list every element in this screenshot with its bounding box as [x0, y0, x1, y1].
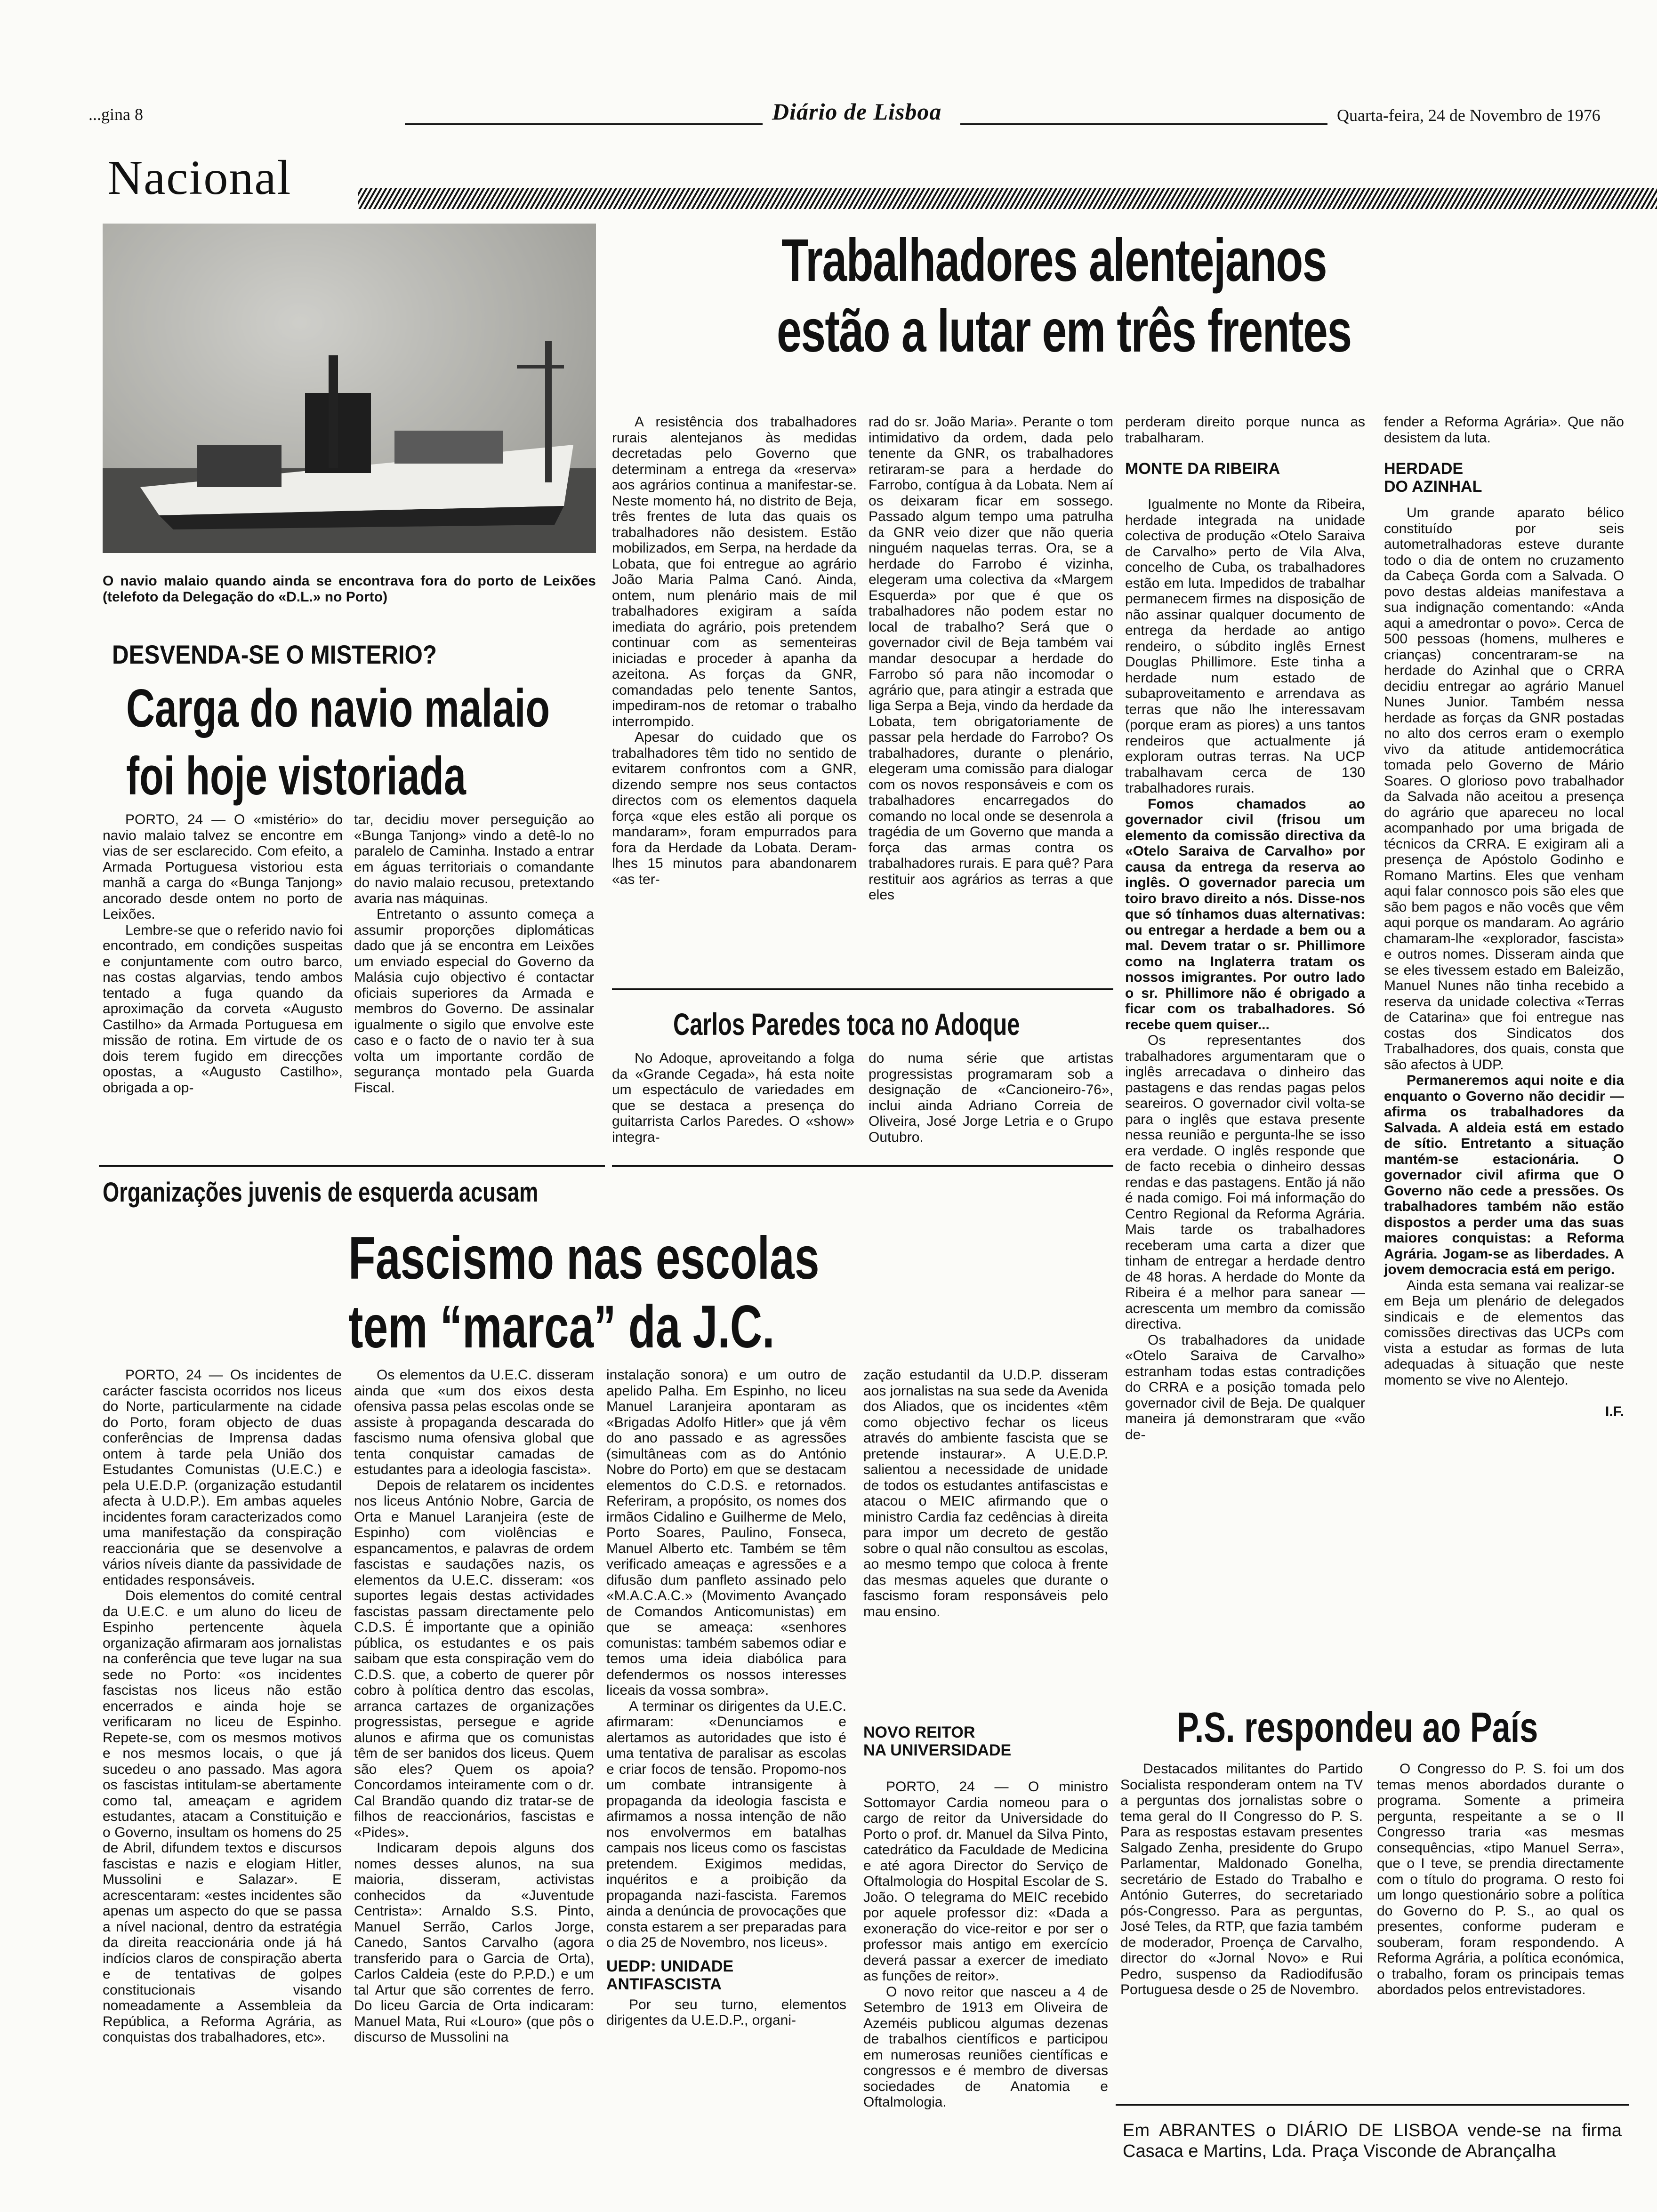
fascismo-kicker: Organizações juvenis de esquerda acusam	[103, 1177, 539, 1208]
headline-ps: P.S. respondeu ao País	[1177, 1704, 1538, 1751]
paragraph: zação estudantil da U.D.P. disseram aos jornalistas na sua sede da Avenida dos Aliados, que os incidentes «têm como objectivo fechar os liceus através do ambiente fascista que se pretende instaurar». A U.E.D.P. salientou a necessidade de unidade de todos os estudantes antifascistas e atacou o MEIC afirmando que o ministro Cardia faz cedências à direita para impor um decreto de gestão sobre o qual não consultou as escolas, ao mesmo tempo que coloca à frente das mesmas aqueles que durante o fascismo foram responsáveis pelo mau ensino.	[863, 1367, 1108, 1619]
page-number: ...gina 8	[88, 105, 143, 124]
paragraph: PORTO, 24 — O ministro Sottomayor Cardia nomeou para o cargo de reitor da Universidade do Porto o prof. dr. Manuel da Silva Pinto, catedrático da Faculdade de Medicina e até agora Director do Serviço de Oftalmologia do Hospital Escolar de S. João. O telegrama do MEIC recebido por aquele professor diz: «Dada a exoneração do vice-reitor e por ser o professor mais antigo em exercício deverá passar a exercer de imediato as funções de reitor».	[863, 1779, 1108, 1984]
subhead-monte-da-ribeira: MONTE DA RIBEIRA	[1125, 460, 1280, 478]
navio-kicker: DESVENDA-SE O MISTERIO?	[112, 640, 437, 669]
headline-alentejo-line1: Trabalhadores alentejanos	[781, 227, 1327, 294]
headline-alentejo-line2: estão a lutar em três frentes	[777, 297, 1351, 365]
subhead-do-azinhal: DO AZINHAL	[1384, 478, 1482, 496]
fascismo-col2	[354, 1367, 594, 2045]
paragraph: Os trabalhadores da unidade «Otelo Saraiva de Carvalho» estranham todas estas contradições do CRRA e a posição tomada pelo governador civil de Beja. De qualquer maneira já demonstraram que «vão de-	[1125, 1332, 1365, 1443]
alentejo-col3	[1125, 414, 1365, 1443]
headline-fascismo-line1: Fascismo nas escolas	[348, 1225, 820, 1292]
paragraph: Os representantes dos trabalhadores argumentaram que o inglês arrecadava o dinheiro das pastagens e das rendas pagas pelos seareiros. O governador civil volta-se para o inglês que estava presente nessa reunião e pergunta-lhe se isso era verdade. O inglês responde que de facto recebia o dinheiro dessas rendas e das pastagens. Então já não é nada comigo. Foi má informação do Centro Regional da Reforma Agrária. Mais tarde os trabalhadores receberam uma carta a dizer que tinham de entregar a herdade dentro de 48 horas. A herdade do Monte da Ribeira é a melhor para sanear — acrescenta um membro da comissão directiva.	[1125, 1033, 1365, 1332]
paragraph: Dois elementos do comité central da U.E.C. e um aluno do liceu de Espinho pertencente àquela organização afirmaram aos jornalistas na conferência que teve lugar na sua sede no Porto: «os incidentes fascistas nos liceus não estão encerrados e ainda hoje se verificaram no liceu de Espinho. Repete-se, com os mesmos motivos e nos mesmos locais, o que já sucedeu o ano passado. Mas agora os fascistas intitulam-se abertamente como tal, ameaçam e agridem estudantes, atacam a Constituição e o Governo, insultam os homens do 25 de Abril, difundem textos e discursos fascistas e nazis e elogiam Hitler, Mussolini e Salazar». E acrescentaram: «estes incidentes são apenas um aspecto do que se passa a nível nacional, dentro da estratégia da direita reaccionária onde já há indícios claros de conspiração aberta e de tentativas de golpes constitucionais visando nomeadamente a Assembleia da República, a Reforma Agrária, as conquistas dos trabalhadores, etc».	[103, 1588, 342, 2045]
photo-caption: O navio malaio quando ainda se encontrava fora do porto de Leixões (telefoto da Delegação do «D.L.» no Porto)	[103, 573, 596, 605]
headline-navio-line1: Carga do navio malaio	[126, 679, 550, 738]
abrantes-top-rule	[1116, 2104, 1629, 2106]
paredes-bottom-rule	[612, 1165, 1113, 1167]
paragraph: Igualmente no Monte da Ribeira, herdade integrada na unidade colectiva de produção «Otelo Saraiva de Carvalho» perto de Vila Alva, concelho de Cuba, os trabalhadores estão em luta. Impedidos de trabalhar permanecem firmes na disposição de não assinar qualquer documento de entrega da herdade ao antigo rendeiro, o súbdito inglês Ernest Douglas Phillimore. Este tinha a herdade num estado de subaproveitamento e arrendava as terras que não lhe interessavam (porque eram as piores) a uns tantos rendeiros que actualmente já exploram outras terras. Na UCP trabalhavam cerca de 130 trabalhadores rurais.	[1125, 497, 1365, 796]
subhead-herdade: HERDADE	[1384, 460, 1464, 478]
masthead-rule-left	[405, 123, 763, 125]
left-block-rule	[99, 1165, 605, 1167]
paredes-top-rule	[612, 988, 1113, 990]
paragraph: Depois de relatarem os incidentes nos liceus António Nobre, Garcia de Orta e Manuel Laranjeira (este de Espinho) com violências e espancamentos, e palavras de ordem fascistas e saudações nazis, os elementos da U.E.C. disseram: «os suportes legais destas actividades fascistas passam directamente pelo C.D.S. É importante que a opinião pública, os estudantes e os pais saibam que esta conspiração vem do C.D.S. que, a coberto de querer pôr cobro à política dentro das escolas, arranca cartazes de organizações progressistas, persegue e agride alunos e afirma que os comunistas têm de ser banidos dos liceus. Quem são eles? Quem os apoia? Concordamos inteiramente com o dr. Cal Brandão quando diz tratar-se de filhos de reaccionários, fascistas e «Pides».	[354, 1477, 594, 1840]
paragraph-bold: Fomos chamados ao governador civil (frisou um elemento da comissão directiva da «Otelo Saraiva de Carvalho» por causa da entrega da reserva ao inglês. O governador parecia um toiro bravo direito a nós. Disse-nos que só tínhamos duas alternativas: ou entregar a herdade a bem ou a mal. Devem tratar o sr. Phillimore como na Inglaterra tratam os nossos imigrantes. Por outro lado o sr. Phillimore não é obrigado a ficar com os trabalhadores. Só recebe quem quiser...	[1125, 796, 1365, 1033]
paragraph: Por seu turno, elementos dirigentes da U.E.D.P., organi-	[606, 1996, 846, 2028]
fascismo-col3	[606, 1367, 846, 2028]
paragraph: rad do sr. João Maria». Perante o tom intimidativo da ordem, dada pelo tenente da GNR, os trabalhadores retiraram-se para a herdade do Farrobo, contígua à da Lobata. Nem aí os deixaram ficar em sossego. Passado algum tempo uma patrulha da GNR veio dizer que não queria ninguém naquelas terras. Ora, se a herdade do Farrobo é vizinha, elegeram uma colectiva da «Margem Esquerda» por que é que os trabalhadores não podem estar no local de trabalho? Será que o governador civil de Beja também vai mandar desocupar a herdade do Farrobo só para não incomodar o agrário que, para atingir a estrada que liga Serpa a Beja, vindo da herdade da Lobata, tem obrigatoriamente de passar pela herdade do Farrobo? Os trabalhadores, durante o plenário, elegeram uma comissão para dialogar com os novos responsáveis e com os trabalhadores encarregados do comando no local onde se desenrola a tragédia de um Governo que manda a força das armas contra os trabalhadores rurais. E para quê? Para restituir aos agrários as terras a que eles	[869, 414, 1113, 903]
paragraph: A terminar os dirigentes da U.E.C. afirmaram: «Denunciamos e alertamos as autoridades que isto é uma tentativa de paralisar as escolas e criar focos de tensão. Propomo-nos um combate intransigente à propaganda da ideologia fascista e afirmamos a nossa intenção de não nos envolvermos em batalhas campais nos liceus como os fascistas pretendem. Exigimos medidas, inquéritos e a proibição da propaganda nazi-fascista. Faremos ainda a denúncia de provocações que consta estarem a ser preparadas para o dia 25 de Novembro, nos liceus».	[606, 1698, 846, 1950]
paragraph: PORTO, 24 — O «mistério» do navio malaio talvez se encontre em vias de ser esclarecido. Com efeito, a Armada Portuguesa vistoriou esta manhã a carga do «Bunga Tanjong» ancorado desde ontem no porto de Leixões.	[103, 812, 343, 922]
ps-col2	[1377, 1761, 1624, 1998]
headline-fascismo-line2: tem “marca” da J.C.	[348, 1293, 775, 1361]
paragraph: perderam direito porque nunca as trabalharam.	[1125, 414, 1365, 446]
navio-col1	[103, 812, 343, 1096]
headline-paredes: Carlos Paredes toca no Adoque	[673, 1007, 1020, 1042]
paragraph: Um grande aparato bélico constituído por seis autometralhadoras esteve durante todo o dia de ontem no cruzamento da Cabeça Gorda com a Salvada. O povo destas aldeias manifestava a sua indignação comentando: «Anda aqui a amedrontar o povo». Cerca de 500 pessoas (homens, mulheres e crianças) concentraram-se na herdade do Azinhal que o CRRA decidiu entregar ao agrário Manuel Nunes Junior. Também nessa herdade as forças da GNR postadas no alto dos cerros eram o exemplo vivo da atitude antidemocrática tomada pelo Governo de Mário Soares. O glorioso povo trabalhador da Salvada não aceitou a presença do agrário que apareceu no local acompanhado por uma brigada de técnicos da CRRA. E exigiram ali a presença de Apóstolo Godinho e Romano Martins. Eles que venham aqui falar connosco pois são eles que são bem pagos e não vocês que vêm aqui porque os mandaram. Ao agrário chamaram-lhe «explorador, fascista» e outros nomes. Disseram ainda que se eles tivessem estado em Baleizão, Manuel Nunes não tinha recebido a reserva da unidade colectiva «Terras de Catarina» que foi entregue nas costas dos Sindicatos dos Trabalhadores, dos quais, consta que são afectos à UDP.	[1384, 505, 1624, 1073]
paragraph: A resistência dos trabalhadores rurais alentejanos às medidas decretadas pelo Governo que determinam a entrega da «reserva» aos agrários continua a manifestar-se. Neste momento há, no distrito de Beja, três frentes de luta das quais os trabalhadores não desistem. Estão mobilizados, em Serpa, na herdade da Lobata, que foi entregue ao agrário João Maria Palma Canó. Ainda, ontem, num plenário mais de mil trabalhadores exigiram a saída imediata do agrário, pois pretendem continuar com as sementeiras iniciadas e proceder à apanha da azeitona. As forças da GNR, comandadas pelo tenente Santos, impediram-nos de retomar o trabalho interrompido.	[612, 414, 857, 729]
signature: I.F.	[1605, 1404, 1624, 1419]
masthead: Diário de Lisboa	[772, 98, 942, 125]
ship-photo	[103, 224, 596, 553]
section-title: Nacional	[107, 151, 292, 205]
ship-icon	[103, 224, 596, 553]
fascismo-col1	[103, 1367, 342, 2045]
subhead-novo-reitor: NOVO REITOR	[863, 1723, 975, 1741]
subhead-uedp: UEDP: UNIDADE	[606, 1957, 734, 1975]
paragraph: Ainda esta semana vai realizar-se em Beja um plenário de delegados sindicais e de elementos das comissões directivas das UCPs com vista a estudar as formas de luta adequadas à situação que neste momento se vive no Alentejo.	[1384, 1277, 1624, 1388]
alentejo-col4	[1384, 414, 1624, 1420]
paragraph: PORTO, 24 — Os incidentes de carácter fascista ocorridos nos liceus do Norte, particularmente na cidade do Porto, foram objecto de duas conferências de Imprensa dadas ontem à tarde pela União dos Estudantes Comunistas (U.E.C.) e pela U.E.D.P. (organização estudantil afecta à U.D.P.). Em ambas aqueles incidentes foram caracterizados como uma manifestação da conspiração reaccionária que se desenvolve a vários níveis diante da passividade de entidades responsáveis.	[103, 1367, 342, 1588]
paragraph: Indicaram depois alguns dos nomes desses alunos, na sua maioria, disseram, activistas conhecidos da «Juventude Centrista»: Arnaldo S.S. Pinto, Manuel Serrão, Carlos Jorge, Canedo, Santos Carvalho (agora transferido para o Garcia de Orta), Carlos Caldeia (este do P.P.D.) e um tal Artur que são correntes de ferro. Do liceu Garcia de Orta indicaram: Manuel Mata, Rui «Louro» (que pôs o discurso de Mussolini na	[354, 1840, 594, 2045]
paragraph: O Congresso do P. S. foi um dos temas menos abordados durante o programa. Somente a primeira pergunta, respeitante a se o II Congresso traria «as mesmas consequências, «tipo Manuel Serra», que o I teve, se prendia directamente com o título do programa. O resto foi um longo questionário sobre a política do Governo do P. S., ao qual os presentes, conforme puderam e souberam, foram respondendo. A Reforma Agrária, a política económica, o trabalho, foram os principais temas abordados pelos entrevistadores.	[1377, 1761, 1624, 1997]
subhead-antifascista: ANTIFASCISTA	[606, 1975, 722, 1993]
masthead-rule-right	[960, 123, 1327, 125]
paragraph: tar, decidiu mover perseguição ao «Bunga Tanjong» vindo a detê-lo no paralelo de Caminha. Instado a entrar em águas territoriais o comandante do navio malaio recusou, pretextando avaria nas máquinas.	[354, 812, 594, 906]
paragraph: Lembre-se que o referido navio foi encontrado, em condições suspeitas e conjuntamente com outro barco, nas costas algarvias, tendo ambos tentado a fuga quando da aproximação da corveta «Augusto Castilho» da Armada Portuguesa em missão de rotina. Em virtude de os dois terem fugido em direcções opostas, a «Augusto Castilho», obrigada a op-	[103, 922, 343, 1096]
navio-col2	[354, 812, 594, 1096]
fascismo-col4	[863, 1367, 1108, 1619]
paragraph: Entretanto o assunto começa a assumir proporções diplomáticas dado que já se encontra em Leixões um enviado especial do Governo da Malásia cujo objectivo é contactar oficiais superiores da Armada e membros do Governo. De assinalar igualmente o sigilo que envolve este caso e o facto de o navio ter à sua volta um importante cordão de segurança montado pela Guarda Fiscal.	[354, 906, 594, 1096]
paragraph: O novo reitor que nasceu a 4 de Setembro de 1913 em Oliveira de Azeméis publicou algumas dezenas de trabalhos científicos e participou em numerosas reuniões científicas e congressos e é membro de diversas sociedades de Anatomia e Oftalmologia.	[863, 1984, 1108, 2110]
reitor-col	[863, 1779, 1108, 2110]
issue-date: Quarta-feira, 24 de Novembro de 1976	[1337, 106, 1601, 125]
paragraph: fender a Reforma Agrária». Que não desistem da luta.	[1384, 414, 1624, 446]
paredes-col1	[612, 1050, 854, 1145]
alentejo-col1	[612, 414, 857, 887]
headline-navio-line2: foi hoje vistoriada	[126, 746, 466, 806]
paragraph: do numa série que artistas progressistas programaram sob a designação de «Cancioneiro-76», inclui ainda Adriano Correia de Oliveira, José Jorge Letria e o Grupo Outubro.	[869, 1050, 1113, 1145]
paragraph: Apesar do cuidado que os trabalhadores têm tido no sentido de evitarem confrontos com a GNR, dizendo sempre nos seus contactos directos com os elementos daquela força «que eles estão ali porque os mandaram», foram empurrados para fora da Herdade da Lobata. Deram-lhes 15 minutos para abandonarem «as ter-	[612, 729, 857, 887]
ps-col1	[1120, 1761, 1363, 1998]
subhead-na-universidade: NA UNIVERSIDADE	[863, 1741, 1012, 1759]
paragraph: instalação sonora) e um outro de apelido Palha. Em Espinho, no liceu Manuel Laranjeira apontaram as «Brigadas Adolfo Hitler» que já vêm do ano passado e as agressões (simultâneas com as do António Nobre do Porto) em que se destacam elementos do C.D.S. e retornados. Referiram, a propósito, os nomes dos irmãos Cidalino e Guilherme de Melo, Porto Soares, Paulino, Fonseca, Manuel Alberto etc. Também se têm verificado ameaças e agressões e a difusão dum panfleto assinado pelo «M.A.C.A.C.» (Movimento Avançado de Comandos Anticomunistas) em que se ameaça: «senhores comunistas: também sabemos odiar e temos uma ideia diabólica para defendermos os nossos interesses liceais da vossa sombra».	[606, 1367, 846, 1698]
paragraph: Os elementos da U.E.C. disseram ainda que «um dos eixos desta ofensiva passa pelas escolas onde se assiste à propaganda descarada do fascismo numa ofensiva global que tenta conquistar camadas de estudantes para a ideologia fascista».	[354, 1367, 594, 1477]
section-hatch-bar	[358, 188, 1657, 209]
paragraph: Destacados militantes do Partido Socialista responderam ontem na TV a perguntas dos jornalistas sobre o tema geral do II Congresso do P. S. Para as respostas estavam presentes Salgado Zenha, presidente do Grupo Parlamentar, Maldonado Gonelha, secretário de Estado do Trabalho e António Guterres, do secretariado pós-Congresso. Para as perguntas, José Teles, da RTP, que fazia também de moderador, Proença de Carvalho, director do «Jornal Novo» e Rui Pedro, suspenso da Radiodifusão Portuguesa desde o 25 de Novembro.	[1120, 1761, 1363, 1997]
alentejo-col2	[869, 414, 1113, 903]
paredes-col2	[869, 1050, 1113, 1145]
paragraph-bold: Permaneremos aqui noite e dia enquanto o Governo não decidir — afirma os trabalhadores da Salvada. A aldeia está em estado de sítio. Entretanto a situação mantém-se estacionária. O governador civil afirma que O Governo não cede a pressões. Os trabalhadores também não estão dispostos a perder uma das suas maiores conquistas: a Reforma Agrária. Jogam-se as liberdades. A jovem democracia está em perigo.	[1384, 1073, 1624, 1277]
abrantes-notice: Em ABRANTES o DIÁRIO DE LISBOA vende-se na firma Casaca e Martins, Lda. Praça Visconde de Abrançalha	[1123, 2121, 1622, 2161]
paragraph: No Adoque, aproveitando a folga da «Grande Cegada», há esta noite um espectáculo de variedades em que se destaca a presença do guitarrista Carlos Paredes. O «show» integra-	[612, 1050, 854, 1145]
